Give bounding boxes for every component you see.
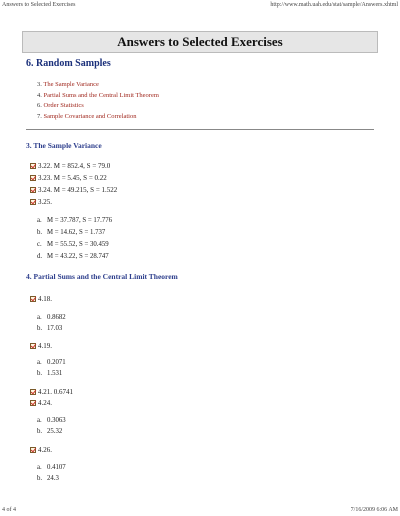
toc-link-covariance[interactable]: Sample Covariance and Correlation: [43, 112, 137, 120]
check-icon: [30, 163, 36, 169]
check-icon: [30, 296, 36, 302]
toc-number: 3.: [37, 81, 42, 88]
answer-part: [37, 369, 62, 379]
page-number: 4 of 4: [2, 507, 16, 513]
part-label: b.: [37, 370, 43, 377]
toc-number: 7.: [37, 112, 42, 120]
answer-part: [37, 324, 62, 334]
toc-number: 4.: [37, 91, 42, 99]
check-icon: [30, 400, 36, 406]
part-label: a.: [37, 359, 42, 366]
toc-item: [37, 112, 159, 123]
check-icon: [30, 199, 36, 205]
check-icon: [30, 187, 36, 193]
print-timestamp: 7/16/2009 6:06 AM: [350, 507, 398, 513]
check-icon: [30, 175, 36, 181]
part-label: a.: [37, 217, 42, 224]
table-of-contents: [37, 80, 159, 122]
part-label: b.: [37, 428, 43, 435]
section-heading: 6. Random Samples: [26, 58, 111, 69]
header-title: Answers to Selected Exercises: [2, 2, 76, 8]
part-label: a.: [37, 464, 42, 471]
part-label: d.: [37, 253, 43, 260]
exercise-answer: [30, 445, 52, 455]
exercise-answer: [30, 185, 117, 195]
toc-item: [37, 80, 159, 91]
exercise-text: 3.23. M = 5.45, S = 0.22: [38, 174, 107, 182]
exercise-text: 3.24. M = 49.215, S = 1.522: [38, 186, 118, 194]
page-footer: [0, 504, 400, 516]
part-label: a.: [37, 417, 42, 424]
part-label: b.: [37, 475, 43, 482]
exercise-text: 4.24.: [38, 399, 52, 407]
header-url: http://www.math.uah.edu/stat/sample/Answers.xhtml: [270, 2, 398, 8]
answer-part: [37, 252, 109, 262]
part-value: 0.3063: [47, 417, 66, 424]
exercise-answer: [30, 294, 52, 304]
part-value: 24.3: [47, 475, 59, 482]
check-icon: [30, 447, 36, 453]
part-value: M = 55.52, S = 30.459: [47, 241, 109, 248]
section-divider: [26, 129, 374, 130]
check-icon: [30, 343, 36, 349]
exercise-text: 4.18.: [38, 295, 52, 303]
exercise-text: 4.21. 0.6741: [38, 388, 73, 396]
toc-link-partial-sums[interactable]: Partial Sums and the Central Limit Theorem: [43, 91, 159, 99]
answer-part: [37, 416, 66, 426]
answer-part: [37, 240, 109, 250]
part-value: 25.32: [47, 428, 63, 435]
toc-link-order-statistics[interactable]: Order Statistics: [43, 102, 84, 109]
subsection-heading-4: 4. Partial Sums and the Central Limit Theorem: [26, 272, 178, 281]
page-header: [0, 0, 400, 12]
answer-part: [37, 427, 62, 437]
exercise-answer: [30, 341, 52, 351]
part-value: 0.8682: [47, 314, 66, 321]
exercise-answer: [30, 161, 110, 171]
part-value: 0.4107: [47, 464, 66, 471]
answer-part: [37, 474, 59, 484]
part-label: c.: [37, 241, 42, 248]
exercise-text: 4.26.: [38, 446, 52, 454]
page-title: Answers to Selected Exercises: [22, 31, 378, 53]
exercise-answer: [30, 173, 107, 183]
part-value: 17.03: [47, 325, 63, 332]
answer-part: [37, 216, 112, 226]
part-label: b.: [37, 325, 43, 332]
exercise-text: 3.25.: [38, 198, 52, 206]
part-label: a.: [37, 314, 42, 321]
toc-item: [37, 91, 159, 102]
exercise-text: 4.19.: [38, 342, 52, 350]
part-value: 1.531: [47, 370, 63, 377]
check-icon: [30, 389, 36, 395]
toc-item: [37, 101, 159, 112]
answer-part: [37, 358, 66, 368]
exercise-text: 3.22. M = 852.4, S = 79.0: [38, 162, 111, 170]
part-label: b.: [37, 229, 43, 236]
exercise-answer: [30, 197, 52, 207]
exercise-answer: [30, 387, 73, 397]
answer-part: [37, 313, 66, 323]
subsection-heading-3: 3. The Sample Variance: [26, 141, 102, 150]
part-value: M = 14.62, S = 1.737: [47, 229, 106, 236]
answer-part: [37, 463, 66, 473]
part-value: M = 37.787, S = 17.776: [47, 217, 113, 224]
answer-part: [37, 228, 105, 238]
part-value: M = 43.22, S = 28.747: [47, 253, 109, 260]
exercise-answer: [30, 398, 52, 408]
part-value: 0.2071: [47, 359, 66, 366]
toc-link-sample-variance[interactable]: The Sample Variance: [43, 81, 99, 88]
toc-number: 6.: [37, 102, 42, 109]
